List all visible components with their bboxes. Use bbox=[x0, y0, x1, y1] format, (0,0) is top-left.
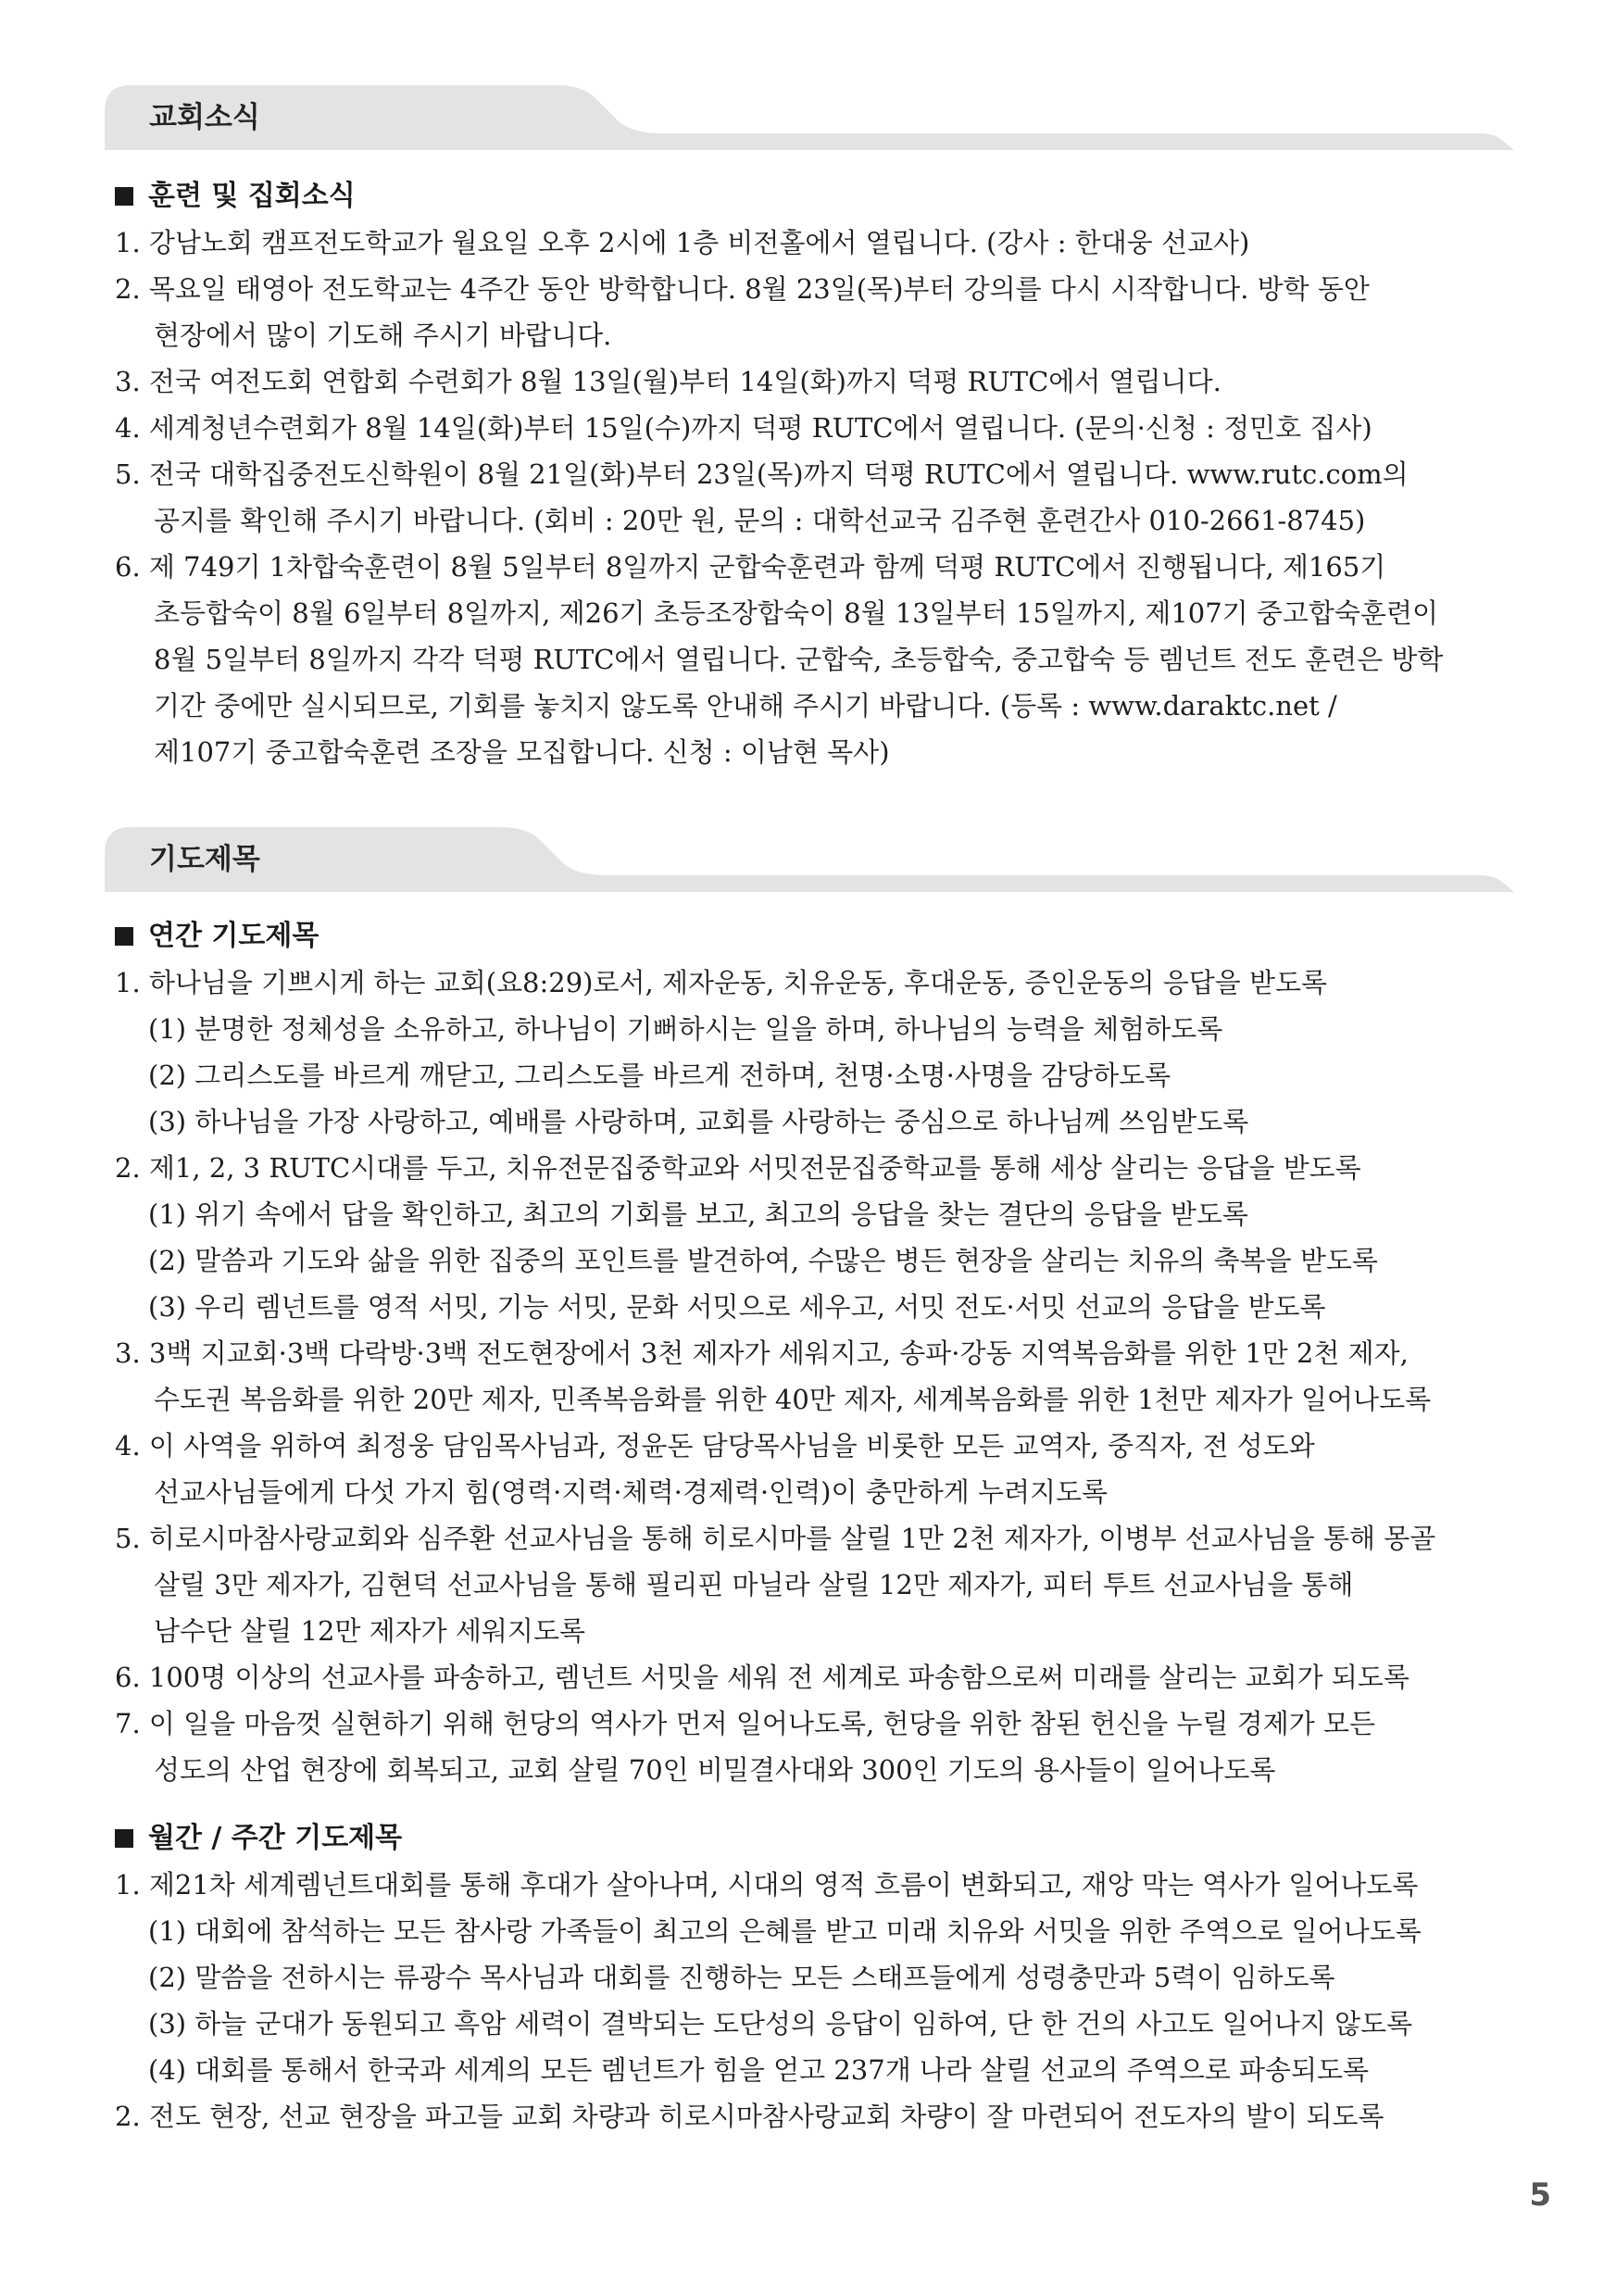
list-item: 1. 제21차 세계렘넌트대회를 통해 후대가 살아나며, 시대의 영적 흐름이 변화되고, 재앙 막는 역사가 일어나도록 bbox=[115, 1869, 1419, 1901]
list-item: 5. 전국 대학집중전도신학원이 8월 21일(화)부터 23일(목)까지 덕평 RUTC에서 열립니다. www.rutc.com의 bbox=[115, 458, 1409, 490]
list-item: 4. 이 사역을 위하여 최정웅 담임목사님과, 정윤돈 담당목사님을 비롯한 모든 교역자, 중직자, 전 성도와 bbox=[115, 1430, 1315, 1462]
list-item-continuation: 초등합숙이 8월 6일부터 8일까지, 제26기 초등조장합숙이 8월 13일부터 15일까지, 제107기 중고합숙훈련이 bbox=[154, 597, 1438, 629]
square-bullet-icon bbox=[115, 1829, 133, 1848]
list-item: 2. 전도 현장, 선교 현장을 파고들 교회 차량과 히로시마참사랑교회 차량이 잘 마련되어 전도자의 발이 되도록 bbox=[115, 2101, 1384, 2132]
list-item: 2. 목요일 태영아 전도학교는 4주간 동안 방학합니다. 8월 23일(목)부터 강의를 다시 시작합니다. 방학 동안 bbox=[115, 273, 1370, 305]
sub-list-item: (2) 그리스도를 바르게 깨닫고, 그리스도를 바르게 전하며, 천명·소명·사명을 감당하도록 bbox=[148, 1060, 1171, 1091]
list-item-continuation: 수도권 복음화를 위한 20만 제자, 민족복음화를 위한 40만 제자, 세계복음화를 위한 1천만 제자가 일어나도록 bbox=[154, 1384, 1432, 1415]
list-item-continuation: 성도의 산업 현장에 회복되고, 교회 살릴 70인 비밀결사대와 300인 기도의 용사들이 일어나도록 bbox=[154, 1754, 1276, 1786]
list-item-continuation: 살릴 3만 제자가, 김현덕 선교사님을 통해 필리핀 마닐라 살릴 12만 제자가, 피터 투트 선교사님을 통해 bbox=[154, 1569, 1354, 1600]
list-item: 7. 이 일을 마음껏 실현하기 위해 헌당의 역사가 먼저 일어나도록, 헌당을 위한 참된 헌신을 누릴 경제가 모든 bbox=[115, 1708, 1375, 1739]
section-title: 기도제목 bbox=[149, 843, 260, 876]
subsection-heading-annual-prayer: 연간 기도제목 bbox=[115, 913, 319, 960]
square-bullet-icon bbox=[115, 927, 133, 946]
section-header-tab-shape bbox=[105, 85, 1514, 150]
list-item-continuation: 제107기 중고합숙훈련 조장을 모집합니다. 신청 : 이남현 목사) bbox=[154, 736, 890, 768]
list-item-continuation: 현장에서 많이 기도해 주시기 바랍니다. bbox=[154, 320, 612, 351]
list-item: 1. 하나님을 기쁘시게 하는 교회(요8:29)로서, 제자운동, 치유운동, 후대운동, 증인운동의 응답을 받도록 bbox=[115, 967, 1328, 998]
subsection-heading-monthly-weekly-prayer: 월간 / 주간 기도제목 bbox=[115, 1815, 402, 1862]
list-item: 4. 세계청년수련회가 8월 14일(화)부터 15일(수)까지 덕평 RUTC에서 열립니다. (문의·신청 : 정민호 집사) bbox=[115, 412, 1372, 444]
sub-list-item: (1) 대회에 참석하는 모든 참사랑 가족들이 최고의 은혜를 받고 미래 치유와 서밋을 위한 주역으로 일어나도록 bbox=[148, 1915, 1422, 1947]
list-item: 2. 제1, 2, 3 RUTC시대를 두고, 치유전문집중학교와 서밋전문집중학교를 통해 세상 살리는 응답을 받도록 bbox=[115, 1152, 1361, 1184]
sub-list-item: (4) 대회를 통해서 한국과 세계의 모든 렘넌트가 힘을 얻고 237개 나라 살릴 선교의 주역으로 파송되도록 bbox=[148, 2054, 1370, 2086]
sub-list-item: (3) 우리 렘넌트를 영적 서밋, 기능 서밋, 문화 서밋으로 세우고, 서밋 전도·서밋 선교의 응답을 받도록 bbox=[148, 1291, 1326, 1323]
section-header-prayer-topics bbox=[105, 827, 1514, 892]
list-item-continuation: 기간 중에만 실시되므로, 기회를 놓치지 않도록 안내해 주시기 바랍니다. (등록 : www.daraktc.net / bbox=[154, 690, 1337, 721]
list-item: 1. 강남노회 캠프전도학교가 월요일 오후 2시에 1층 비전홀에서 열립니다. (강사 : 한대웅 선교사) bbox=[115, 227, 1250, 258]
sub-list-item: (1) 분명한 정체성을 소유하고, 하나님이 기뻐하시는 일을 하며, 하나님의 능력을 체험하도록 bbox=[148, 1013, 1223, 1045]
square-bullet-icon bbox=[115, 187, 133, 206]
list-item: 3. 전국 여전도회 연합회 수련회가 8월 13일(월)부터 14일(화)까지 덕평 RUTC에서 열립니다. bbox=[115, 366, 1221, 397]
sub-list-item: (3) 하늘 군대가 동원되고 흑암 세력이 결박되는 도단성의 응답이 임하여, 단 한 건의 사고도 일어나지 않도록 bbox=[148, 2008, 1413, 2039]
sub-list-item: (3) 하나님을 가장 사랑하고, 예배를 사랑하며, 교회를 사랑하는 중심으로 하나님께 쓰임받도록 bbox=[148, 1106, 1249, 1137]
page-number: 5 bbox=[1529, 2177, 1551, 2214]
list-item: 6. 100명 이상의 선교사를 파송하고, 렘넌트 서밋을 세워 전 세계로 파송함으로써 미래를 살리는 교회가 되도록 bbox=[115, 1662, 1409, 1693]
list-item-continuation: 공지를 확인해 주시기 바랍니다. (회비 : 20만 원, 문의 : 대학선교국 김주현 훈련간사 010-2661-8745) bbox=[154, 505, 1366, 536]
sub-list-item: (1) 위기 속에서 답을 확인하고, 최고의 기회를 보고, 최고의 응답을 찾는 결단의 응답을 받도록 bbox=[148, 1198, 1248, 1230]
section-header-church-news bbox=[105, 85, 1514, 150]
list-item-continuation: 남수단 살릴 12만 제자가 세워지도록 bbox=[154, 1615, 585, 1647]
list-item-continuation: 선교사님들에게 다섯 가지 힘(영력·지력·체력·경제력·인력)이 충만하게 누려지도록 bbox=[154, 1476, 1109, 1508]
sub-list-item: (2) 말씀을 전하시는 류광수 목사님과 대회를 진행하는 모든 스태프들에게 성령충만과 5력이 임하도록 bbox=[148, 1962, 1335, 1993]
list-item: 3. 3백 지교회·3백 다락방·3백 전도현장에서 3천 제자가 세워지고, 송파·강동 지역복음화를 위한 1만 2천 제자, bbox=[115, 1337, 1409, 1369]
subsection-heading-training: 훈련 및 집회소식 bbox=[115, 173, 356, 220]
list-item: 5. 히로시마참사랑교회와 심주환 선교사님을 통해 히로시마를 살릴 1만 2천 제자가, 이병부 선교사님을 통해 몽골 bbox=[115, 1523, 1436, 1554]
section-header-tab-shape bbox=[105, 827, 1514, 892]
list-item-continuation: 8월 5일부터 8일까지 각각 덕평 RUTC에서 열립니다. 군합숙, 초등합숙, 중고합숙 등 렘넌트 전도 훈련은 방학 bbox=[154, 644, 1444, 675]
sub-list-item: (2) 말씀과 기도와 삶을 위한 집중의 포인트를 발견하여, 수많은 병든 현장을 살리는 치유의 축복을 받도록 bbox=[148, 1245, 1378, 1276]
section-title: 교회소식 bbox=[149, 101, 260, 134]
list-item: 6. 제 749기 1차합숙훈련이 8월 5일부터 8일까지 군합숙훈련과 함께 덕평 RUTC에서 진행됩니다, 제165기 bbox=[115, 551, 1386, 583]
